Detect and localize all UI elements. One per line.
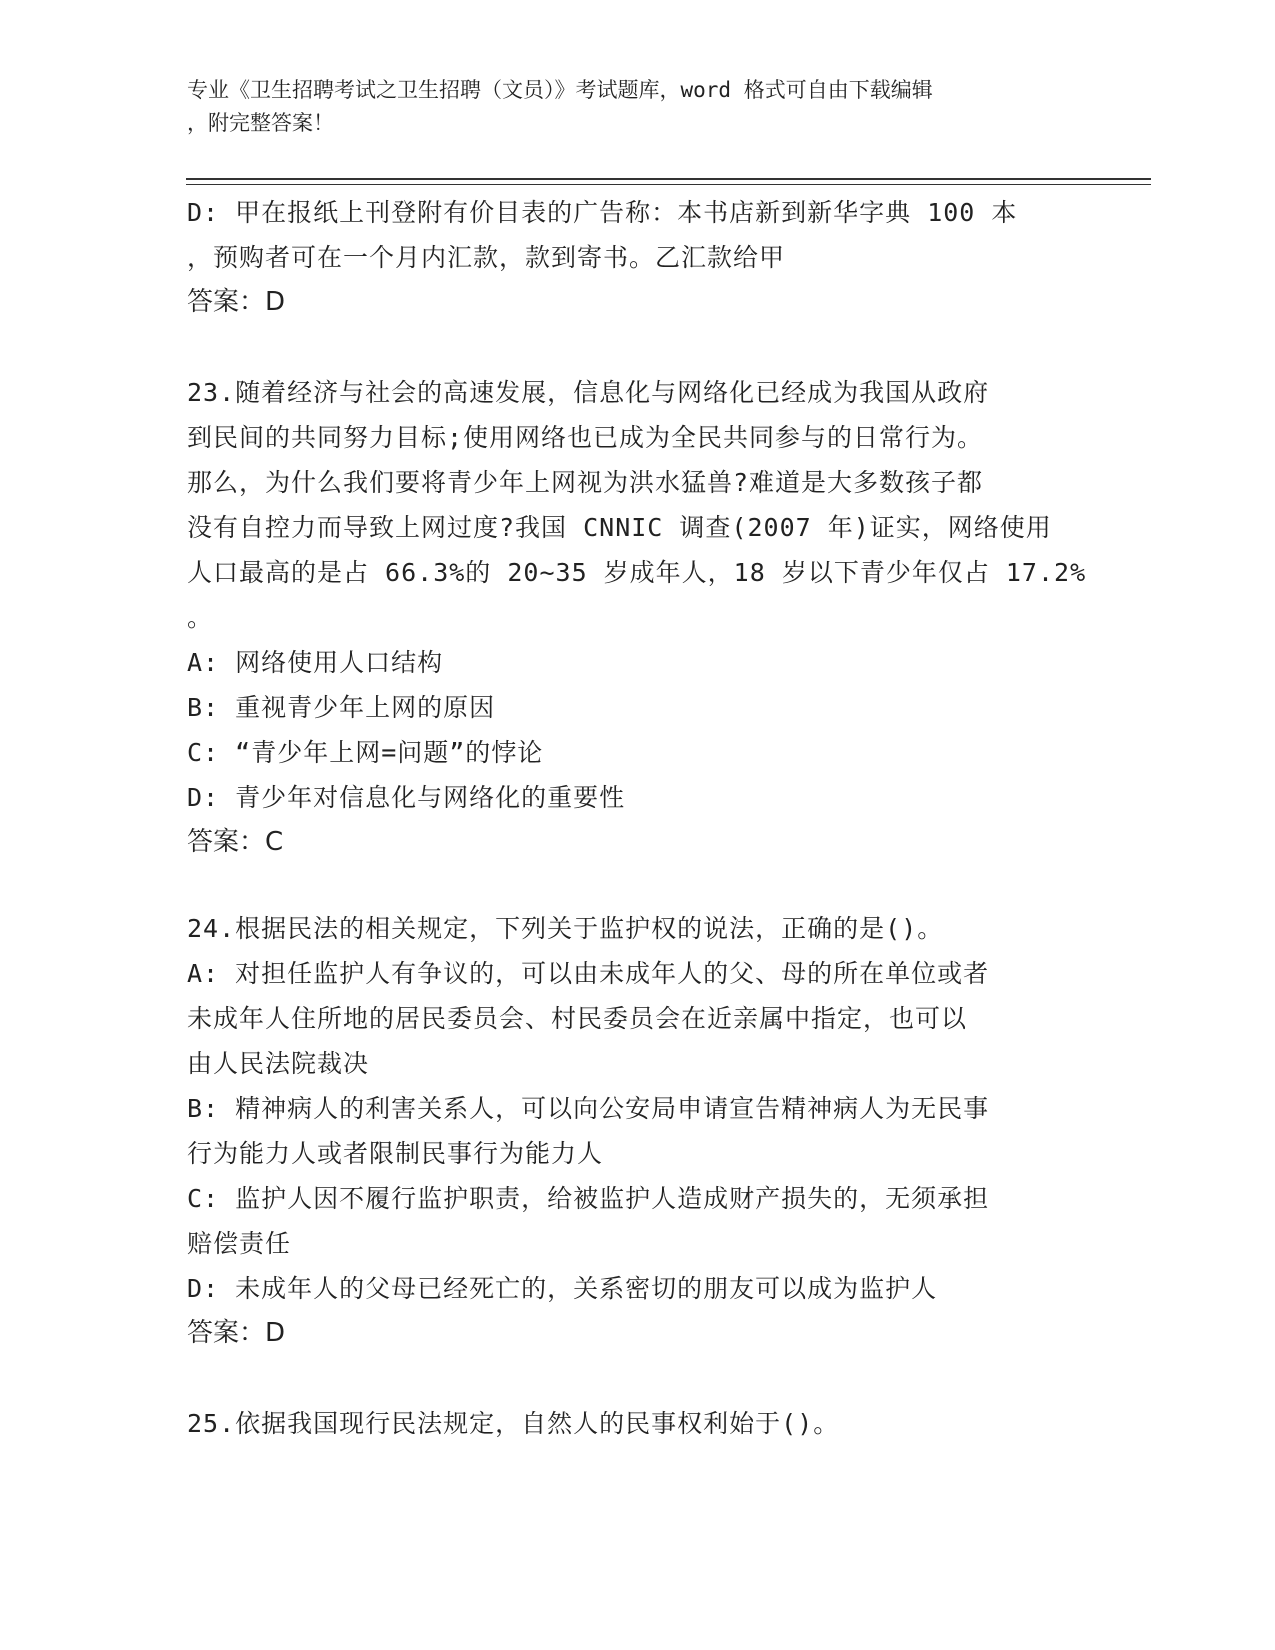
document-body — [187, 190, 1087, 1446]
q23-stem-line-4: 没有自控力而导致上网过度?我国 CNNIC 调查(2007 年)证实，网络使用 — [187, 513, 1052, 542]
q24-option-b-line-1: B: 精神病人的利害关系人，可以向公安局申请宣告精神病人为无民事 — [187, 1094, 990, 1123]
q23-stem-line-6: 。 — [187, 603, 214, 632]
question-23 — [187, 370, 1087, 865]
q23-stem-line-3: 那么，为什么我们要将青少年上网视为洪水猛兽?难道是大多数孩子都 — [187, 468, 984, 497]
q23-option-a: A: 网络使用人口结构 — [187, 648, 444, 677]
q25-stem: 25.依据我国现行民法规定，自然人的民事权利始于()。 — [187, 1409, 840, 1438]
q23-stem-line-2: 到民间的共同努力目标;使用网络也已成为全民共同参与的日常行为。 — [187, 423, 984, 452]
spacer — [187, 865, 1087, 906]
q22-option-d-line-1: D: 甲在报纸上刊登附有价目表的广告称：本书店新到新华字典 100 本 — [187, 198, 1018, 227]
q23-option-d: D: 青少年对信息化与网络化的重要性 — [187, 783, 626, 812]
document-header — [187, 74, 1087, 140]
q24-option-c-line-2: 赔偿责任 — [187, 1229, 292, 1258]
header-rule-thin — [186, 184, 1151, 185]
question-24 — [187, 906, 1087, 1356]
q24-option-b-line-2: 行为能力人或者限制民事行为能力人 — [187, 1139, 604, 1168]
q24-option-a-line-3: 由人民法院裁决 — [187, 1049, 370, 1078]
question-25 — [187, 1401, 1087, 1446]
q24-option-a-line-1: A: 对担任监护人有争议的，可以由未成年人的父、母的所在单位或者 — [187, 959, 990, 988]
q23-stem-line-5: 人口最高的是占 66.3%的 20~35 岁成年人，18 岁以下青少年仅占 17.2% — [187, 558, 1087, 587]
q22-answer: 答案：D — [187, 287, 286, 317]
q23-option-c: C: “青少年上网=问题”的悖论 — [187, 738, 544, 767]
q22-option-d-line-2: ，预购者可在一个月内汇款，款到寄书。乙汇款给甲 — [187, 243, 786, 272]
header-rule-thick — [186, 178, 1151, 180]
header-line-1: 专业《卫生招聘考试之卫生招聘（文员）》考试题库，word 格式可自由下载编辑 — [187, 78, 933, 102]
q24-stem: 24.根据民法的相关规定，下列关于监护权的说法，正确的是()。 — [187, 914, 944, 943]
q24-option-a-line-2: 未成年人住所地的居民委员会、村民委员会在近亲属中指定，也可以 — [187, 1004, 968, 1033]
spacer — [187, 325, 1087, 370]
question-22 — [187, 190, 1087, 325]
q24-answer: 答案：D — [187, 1318, 286, 1348]
q23-stem-line-1: 23.随着经济与社会的高速发展，信息化与网络化已经成为我国从政府 — [187, 378, 990, 407]
q24-option-d: D: 未成年人的父母已经死亡的，关系密切的朋友可以成为监护人 — [187, 1274, 938, 1303]
q24-option-c-line-1: C: 监护人因不履行监护职责，给被监护人造成财产损失的，无须承担 — [187, 1184, 990, 1213]
spacer — [187, 1356, 1087, 1401]
q23-answer: 答案：C — [187, 827, 284, 857]
header-line-2: ，附完整答案！ — [187, 111, 334, 135]
q23-option-b: B: 重视青少年上网的原因 — [187, 693, 496, 722]
